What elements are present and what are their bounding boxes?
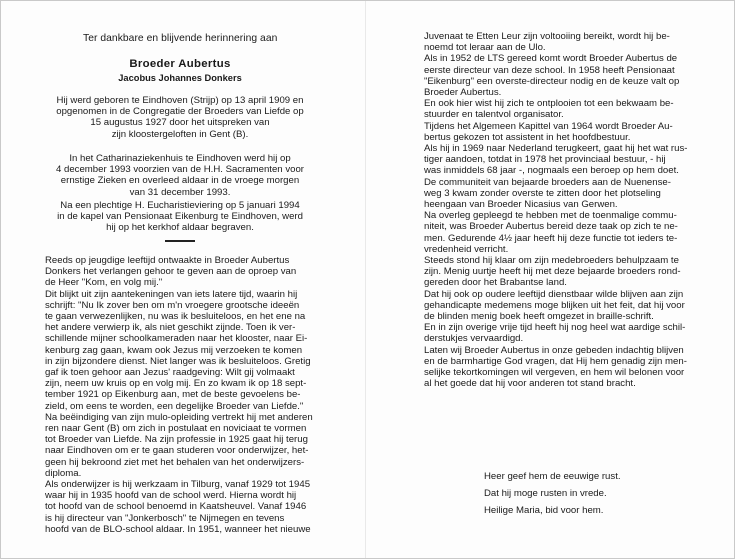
text-line: Als hij in 1969 naar Nederland terugkeert, gaat hij het wat rus- (424, 143, 688, 155)
text-line: van 31 december 1993. (129, 186, 231, 198)
closing-prayer (484, 471, 684, 523)
text-line: En ook hier wist hij zich te ontplooien tot een bekwaam be- (424, 98, 674, 110)
text-line: Laten wij Broeder Aubertus in onze gebeden indachtig blijven (424, 344, 684, 356)
text-line: tot Broeder van Liefde. Na zijn professie in 1925 gaat hij terug (45, 434, 308, 446)
text-line: waar hij in 1935 hoofd van de school werd. Hierna wordt hij (45, 490, 297, 502)
deceased-full-name: Jacobus Johannes Donkers (118, 73, 242, 83)
text-line: De communiteit van bejaarde broeders aan de Nuenense- (424, 176, 671, 188)
text-line: In het Catharinaziekenhuis te Eindhoven werd hij op (69, 153, 291, 164)
text-line: geen hij bekroond ziet met het behalen van het onderwijzers- (45, 456, 305, 468)
text-line: de blinden menig boek heeft omgezet in braille-schrift. (424, 311, 654, 323)
text-line: te gaan verwezenlijken, nu was ik besluiteloos, en het ene na (45, 311, 306, 323)
text-line: 4 december 1993 voorzien van de H.H. Sacramenten voor (56, 164, 304, 176)
dedication-line: Ter dankbare en blijvende herinnering aan (83, 33, 278, 44)
text-line: Donkers het verlangen gehoor te geven aan de oproep van (45, 266, 297, 278)
text-line: en de barmhartige God vragen, dat Hij hem genadig zijn men- (424, 355, 687, 367)
text-line: Na beëindiging van zijn mulo-opleiding vertrekt hij met anderen (45, 411, 313, 423)
text-line: was inmiddels 68 jaar -, nogmaals een beroep op hem doet. (424, 165, 679, 177)
birth-paragraph (45, 95, 315, 140)
text-line: opgenomen in de Congregatie der Broeders van Liefde op (56, 106, 304, 118)
card-fold (365, 1, 366, 558)
death-paragraph (45, 153, 315, 198)
text-line: tember 1921 op Eikenburg aan, met de beste gevoelens be- (45, 389, 301, 401)
text-line: Juvenaat te Etten Leur zijn voltooiing bereikt, wordt hij be- (424, 31, 670, 42)
text-line: de Heer "Kom, en volg mij." (45, 277, 163, 289)
text-line: Tijdens het Algemeen Kapittel van 1964 wordt Broeder Au- (424, 120, 673, 132)
text-line: gehandicapte medemens moge blijken uit het feit, dat hij voor (424, 299, 685, 311)
text-line: hij op het kerkhof aldaar begraven. (106, 222, 254, 234)
text-line: weg 3 kwam zonder overste te zitten door het plotseling (424, 187, 661, 199)
text-line: Broeder Aubertus. (424, 87, 502, 99)
text-line: hoofd van de BLO-school aldaar. In 1951, wanneer het nieuwe (45, 523, 311, 535)
prayer-line: Heer geef hem de eeuwige rust. (484, 471, 621, 482)
text-line: is hij directeur van "Jonkerbosch" te Nijmegen en tevens (45, 512, 285, 524)
text-line: Steeds stond hij klaar om zijn medebroeders behulpzaam te (424, 255, 679, 267)
text-line: Reeds op jeugdige leeftijd ontwaakte in Broeder Aubertus (45, 255, 290, 266)
text-line: in zijn bijzondere dienst. Niet langer was ik besluiteloos. Gretig (45, 355, 311, 367)
text-line: "Eikenburg" een overste-directeur nodig en de keuze valt op (424, 75, 680, 87)
text-line: schrijft: "Nu Ik zover ben om m'n vroegere grootsche ideeën (45, 299, 300, 311)
text-line: Dit blijkt uit zijn aantekeningen van iets latere tijd, waarin hij (45, 288, 298, 300)
prayer-line: Heilige Maria, bid voor hem. (484, 505, 604, 517)
text-line: het andere verwierp ik, als niet geschikt zijnde. Toen ik ver- (45, 322, 296, 334)
section-divider (165, 240, 195, 242)
text-line: tot hoofd van de school benoemd in Kaatsheuvel. Vanaf 1946 (45, 501, 307, 513)
text-line: kenburg zag gaan, kwam ook Jezus mij verzoeken te komen (45, 344, 303, 356)
text-line: zijn. Menig uurtje heeft hij met deze bejaarde broeders rond- (424, 266, 681, 278)
text-line: selijke tekortkomingen wil vergeven, en hem wil belonen voor (424, 367, 685, 379)
deceased-name: Broeder Aubertus (129, 58, 231, 70)
text-line: al het goede dat hij voor anderen tot stand bracht. (424, 378, 636, 390)
text-line: En in zijn overige vrije tijd heeft hij nog heel wat aardige schil- (424, 322, 686, 334)
right-panel (424, 1, 698, 558)
text-line: derstukjes vervaardigd. (424, 333, 524, 345)
text-line: Na een plechtige H. Eucharistieviering op 5 januari 1994 (60, 200, 300, 211)
text-line: ren naar Gent (B) om zich in postulaat en noviciaat te vormen (45, 423, 307, 435)
text-line: in de kapel van Pensionaat Eikenburg te Eindhoven, werd (57, 211, 303, 223)
text-line: noemd tot leraar aan de Ulo. (424, 42, 546, 54)
text-line: zield, om eens te worden, een degelijke Broeder van Liefde." (45, 400, 304, 412)
text-line: stuurder en talentvol organisator. (424, 109, 564, 121)
text-line: 15 augustus 1927 door het uitspreken van (90, 117, 270, 129)
text-line: Dat hij ook op oudere leeftijd dienstbaar wilde blijven aan zijn (424, 288, 684, 300)
text-line: men. Gedurende 4½ jaar heeft hij deze functie tot ieders te- (424, 232, 678, 244)
biography-left (45, 255, 315, 535)
left-panel (45, 1, 315, 558)
text-line: Als in 1952 de LTS gereed komt wordt Broeder Aubertus de (424, 53, 678, 65)
text-line: niteit, was Broeder Aubertus bereid deze taak op zich te ne- (424, 221, 678, 233)
text-line: naar Eindhoven om er te gaan studeren voor onderwijzer, het- (45, 445, 309, 457)
text-line: eerste directeur van deze school. In 1958 heeft Pensionaat (424, 64, 675, 76)
prayer-line: Dat hij moge rusten in vrede. (484, 488, 607, 500)
text-line: ernstige Zieken en overleed aldaar in de vroege morgen (60, 175, 300, 187)
burial-paragraph (45, 200, 315, 234)
text-line: gereden door het Brabantse land. (424, 277, 567, 289)
biography-right (424, 31, 698, 390)
text-line: zijn, neem uw kruis op en volg mij. En zo kwam ik op 18 sept- (45, 378, 307, 390)
text-line: Na overleg gepleegd te hebben met de toenmalige commu- (424, 210, 677, 222)
text-line: zijn kloostergeloften in Gent (B). (111, 128, 249, 140)
text-line: gaf ik toen gehoor aan Jezus' raadgeving: Wilt gij volmaakt (45, 367, 295, 379)
text-line: diploma. (45, 467, 82, 479)
text-line: heengaan van Broeder Nicasius van Gerwen. (424, 199, 618, 211)
text-line: Als onderwijzer is hij werkzaam in Tilburg, vanaf 1929 tot 1945 (45, 479, 311, 491)
text-line: schillende mijner schoolkameraden naar het klooster, naar Ei- (45, 333, 308, 345)
text-line: bertus gekozen tot assistent in het hoofdbestuur. (424, 131, 631, 143)
text-line: vredenheid verricht. (424, 243, 509, 255)
text-line: tiger aandoen, totdat in 1978 het provinciaal bestuur, - hij (424, 154, 666, 166)
text-line: Hij werd geboren te Eindhoven (Strijp) op 13 april 1909 en (56, 95, 304, 106)
